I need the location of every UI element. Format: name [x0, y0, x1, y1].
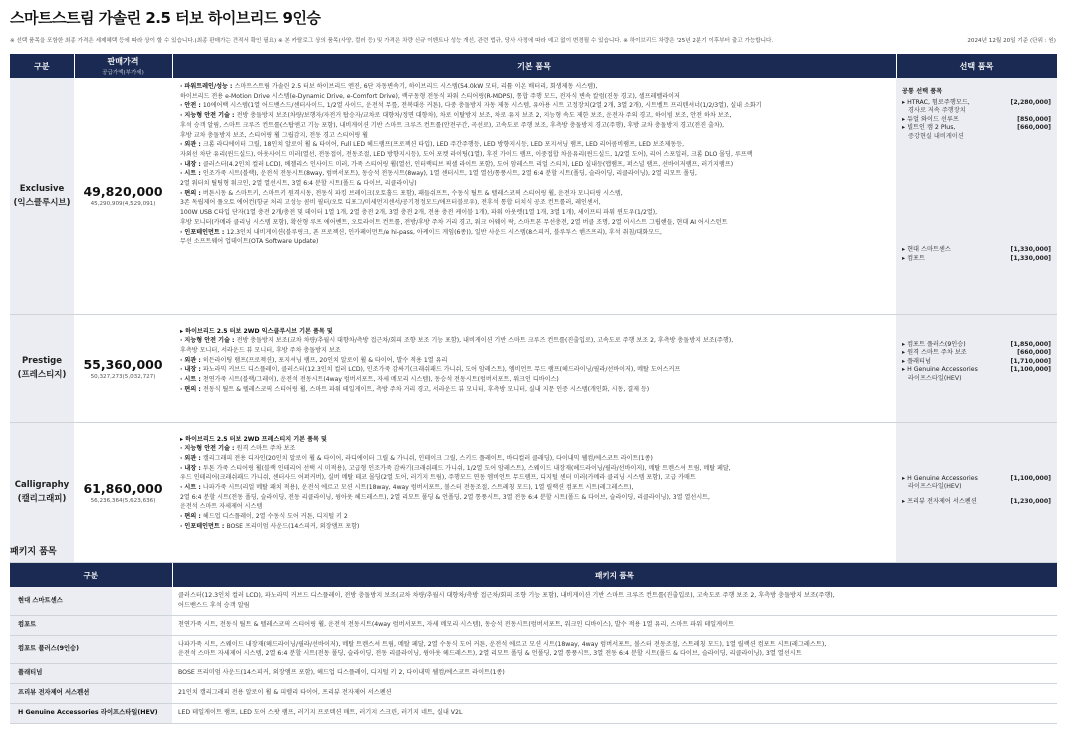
- feature-text: 전방 충돌방지 보조(교차 차량/추월시 대향차/측방 접근차/회피 조향 보조 기능 포함), 내비게이션 기반 스마트 크루즈 컨트롤(진출입로), 고속도로 주행 보조 2, 후측방 충돌방지 보조(주행),: [236, 337, 734, 345]
- feature-heading: · 시트 :: [180, 170, 203, 178]
- trim-price: 61,860,000: [83, 480, 163, 496]
- feature-text: 클러스터(4.2인치 컬러 LCD), 베젤리스 인사이드 미러, 가죽 스티어링 휠(열선, 인터랙티브 픽셀 라이트 포함), 도어 암레스트 리얼 스티치, LED 실내등(맵램프, 퍼스널 램프, 선바이저램프, 러기지램프): [202, 160, 734, 168]
- package-line: 어드밴스드 후석 승객 알림: [178, 601, 250, 609]
- feature-line: [180, 502, 890, 512]
- option-name: ▸ 듀얼 와이드 선루프: [902, 115, 959, 123]
- feature-text: 후측방 모니터, 서라운드 뷰 모니터, 후방 주차 충돌방지 보조: [180, 346, 341, 354]
- feature-text: 스마트스트림 가솔린 2.5 터보 하이브리드 엔진, 6단 자동변속기, 하이브리드 시스템(54.0kW 모터, 리튬 이온 배터리, 회생제동 시스템),: [234, 83, 598, 90]
- trim-price-sub: 50,327,273(5,032,727): [90, 373, 156, 380]
- option-item: [902, 358, 1051, 367]
- feature-line: [180, 111, 890, 121]
- option-price: [850,000]: [1017, 115, 1051, 123]
- feature-line: [180, 346, 890, 356]
- feature-text: 12.3인치 내비게이션(블루링크, 폰 프로젝션, 인카페이먼트/e hi-pass, 아케이드 게임(6종)), 일반 사운드 시스템(8스피커, 블루투스 핸즈프리), 후석 취침/대화모드,: [226, 228, 662, 236]
- package-row: [10, 703, 1057, 723]
- trim-features: [172, 314, 896, 422]
- package-col-items: 패키지 품목: [172, 563, 1057, 587]
- option-name: ▸ 빌트인 캠 2 Plus,: [902, 124, 956, 131]
- option-item: [902, 366, 1051, 375]
- trim-name-ko: (익스클루시브): [13, 197, 71, 208]
- feature-heading: · 파워트레인/성능 :: [180, 83, 235, 90]
- option-price: [1,330,000]: [1010, 254, 1051, 262]
- feature-heading: · 시트 :: [180, 484, 203, 492]
- feature-line: [180, 454, 890, 464]
- trim-name: Calligraphy: [14, 480, 70, 490]
- feature-heading: · 시트 :: [180, 376, 203, 384]
- option-list-2: [902, 246, 1051, 263]
- feature-line: [180, 228, 890, 238]
- option-price: [1,850,000]: [1010, 340, 1051, 348]
- feature-heading: · 편의 :: [180, 513, 203, 521]
- option-desc: 증강현실 내비게이션: [908, 132, 964, 140]
- feature-heading: · 외관 :: [180, 356, 203, 364]
- feature-text: 투톤 가죽 스티어링 휠(블랙 인테리어 선택 시 미적용), 고급형 인조가죽 감싸기(크래쉬패드 가니쉬, 1/2열 도어 암레스트), 스웨이드 내장재(헤드라이닝/필라/선바이저), 메탈 트렌스셔 트림, 메탈 페달,: [202, 464, 731, 472]
- feature-text: 자외선 차단 유리(윈드실드), 아웃사이드 미러(열선, 전동접이, 전동조절, LED 방향지시등), 도어 포켓 라이팅(1열), 후진 가이드 램프, 이중접합 차음유리(윈드실드, 1/2열 도어), 리어 스포일러, 크롬 DLO 몰딩, 루프랙: [180, 150, 753, 158]
- table-header-row: [10, 54, 1057, 78]
- package-line: BOSE 프리미엄 사운드(14스피커, 외장앰프 포함), 헤드업 디스플레이, 디지털 키 2, 다이내믹 웰컴/에스코트 라이트(1종): [178, 669, 505, 677]
- common-options-title: 공통 선택 품목: [902, 88, 943, 95]
- feature-line: [180, 160, 890, 170]
- option-name: ▸ 프리뷰 전자제어 서스펜션: [902, 497, 977, 505]
- package-line: 천연가죽 시트, 전동식 틸트 & 텔레스코픽 스티어링 휠, 운전석 전동시트(4way 럼버서포트, 자세 메모리 시스템), 동승석 전동시트(럼버서포트, 워크인 디바이스), 발수 적용 1열 유리, 스마트 파워 테일게이트: [178, 621, 735, 629]
- trim-price: 55,360,000: [83, 356, 163, 372]
- feature-line: [180, 189, 890, 199]
- feature-line: [180, 179, 890, 189]
- feature-line: [180, 169, 890, 179]
- package-line: 나파가죽 시트, 스웨이드 내장재(헤드라이닝/필라/선바이저), 메탈 트렌스셔 트림, 메탈 페달, 2열 수동식 도어 커튼, 운전석 에르고 모션 시트(18way, 4way 럼버서포트, 볼스터 전동조절, 스트레칭 모드), 1열 릴랙션 컴포트 시트(레그레스트),: [178, 640, 827, 648]
- package-items: [172, 587, 1057, 615]
- col-header-features: 기본 품목: [172, 54, 896, 78]
- option-price: [660,000]: [1017, 349, 1051, 356]
- trim-name-cell: [10, 78, 74, 314]
- feature-line: [180, 198, 890, 208]
- package-rows: [10, 587, 1057, 723]
- option-name: ▸ 원격 스마트 주차 보조: [902, 349, 967, 356]
- feature-text: 하이브리드 전용 e-Motion Drive 시스템(e-Dynamic Drive, e-Comfort Drive), 랙구동형 전동식 파워 스티어링(R-MDPS), 통합 주행 모드, 전자식 변속 칼럼(진동 경고), 셀프레벨라이저: [180, 92, 680, 100]
- trim-row-calligraphy: [10, 422, 1057, 562]
- feature-heading: ▸ 하이브리드 2.5 터보 2WD 익스클루시브 기본 품목 및: [180, 327, 333, 335]
- trim-row-prestige: [10, 314, 1057, 422]
- feature-text: 후방 교차 충돌방지 보조, 스티어링 휠 그립감지, 전동 경고 스티어링 휠: [180, 131, 369, 139]
- feature-line: [180, 218, 890, 228]
- trim-name: Prestige: [21, 356, 63, 366]
- feature-line: [180, 493, 890, 503]
- option-item: [902, 124, 1051, 133]
- package-row: [10, 587, 1057, 615]
- option-price: [1,100,000]: [1010, 366, 1051, 373]
- package-name: 현대 스마트센스: [10, 587, 172, 615]
- col-header-options: 선택 품목: [896, 54, 1057, 78]
- trim-options: [896, 422, 1057, 562]
- trim-options: [896, 314, 1057, 422]
- package-line: LED 테일게이트 램프, LED 도어 스팟 램프, 러기지 프로텍션 매트, 러기지 스크린, 러기지 네트, 실내 V2L: [178, 709, 463, 717]
- feature-text: 버튼시동 & 스마트키, 스마트키 원격시동, 전동식 파킹 브레이크(오토홀드 포함), 패들쉬프트, 수동식 틸트 & 텔레스코픽 스티어링 휠, 운전자 모니터링 시스템,: [202, 189, 623, 197]
- feature-line: [180, 473, 890, 483]
- feature-line: [180, 512, 890, 522]
- option-item: [902, 246, 1051, 255]
- package-row: [10, 663, 1057, 683]
- option-item: [902, 498, 1051, 507]
- package-name: 컴포트 플러스(9인승): [10, 635, 172, 663]
- option-list: [902, 475, 1051, 484]
- trim-price-cell: [74, 314, 172, 422]
- option-name: ▸ 컴포트: [902, 254, 926, 262]
- trim-price-sub: 56,236,364(5,623,636): [90, 497, 156, 504]
- feature-text: 크롬 라디에이터 그릴, 18인치 알로이 휠 & 타이어, Full LED 헤드램프(프로젝션 타입), LED 주간주행등, LED 방향지시등, LED 포지셔닝 램프, LED 리어콤비램프, LED 보조제동등,: [202, 141, 685, 149]
- option-desc: 라이프스타일(HEV): [908, 483, 962, 490]
- feature-line: [180, 522, 890, 532]
- feature-line: [180, 336, 890, 346]
- feature-line: [180, 121, 890, 131]
- feature-text: 2열 워터치 틸팅형 워크인, 2열 열선시트, 3열 6:4 분할 시트(폴드 & 다이브, 리클라이닝): [180, 180, 417, 188]
- feature-line: [180, 101, 890, 111]
- option-price: [1,100,000]: [1010, 474, 1051, 482]
- package-items: [172, 683, 1057, 703]
- package-table: [10, 563, 1058, 724]
- package-name: 플래티넘: [10, 663, 172, 683]
- feature-heading: · 인포테인먼트 :: [180, 228, 227, 236]
- package-name: 컴포트: [10, 615, 172, 635]
- option-price: [1,710,000]: [1010, 357, 1051, 365]
- trim-price: 49,820,000: [83, 184, 163, 200]
- option-name: ▸ H Genuine Accessories: [902, 366, 978, 373]
- option-price: [660,000]: [1017, 124, 1051, 131]
- feature-line: [180, 82, 890, 92]
- feature-heading: · 내장 :: [180, 464, 203, 472]
- feature-text: 우드 인테리어(크래쉬패드 가니쉬, 센터사드 어퍼커버), 실버 메탈 테코 몰딩(2열 도어, 러기지 트림), 주행모드 연동 엠비언트 무드램프, 디지털 센터 미러(카메라 클리닝 시스템 포함), 고급 카매트: [180, 474, 696, 482]
- feature-heading: · 편의 :: [180, 385, 203, 393]
- feature-line: [180, 385, 890, 395]
- feature-line: [180, 150, 890, 160]
- option-name: ▸ 플래티넘: [902, 357, 931, 365]
- trim-price-cell: [74, 78, 172, 314]
- option-list: [902, 341, 1051, 375]
- option-name: ▸ 현대 스마트센스: [902, 246, 951, 253]
- option-list-2: [902, 498, 1051, 507]
- price-header-sub: 공급가액(부가세): [102, 70, 144, 76]
- package-row: [10, 615, 1057, 635]
- price-header-label: 판매가격: [107, 57, 139, 66]
- option-price: [1,330,000]: [1010, 246, 1051, 253]
- feature-text: 인조가죽 시트(블랙), 운전석 전동시트(8way, 럼버서포트), 동승석 전동시트(8way), 1열 센터시트, 1열 열선/통풍시트, 2열 6:4 분할 시트(폴딩, 슬라이딩, 리클라이닝), 2열 리모트 폴딩,: [202, 170, 697, 178]
- feature-heading: · 인포테인먼트 :: [180, 522, 227, 530]
- feature-text: 10에어백 시스템(1열 어드밴스드/센터사이드, 1/2열 사이드, 운전석 무릎, 전복대응 커튼), 다중 충돌방지 자동 제동 시스템, 유아용 시트 고정장치(2열 2개, 3열 2개), 시트벨트 프리텐셔너(1/2/3열), 실내 소화기: [202, 102, 762, 110]
- feature-line: [180, 365, 890, 375]
- feature-heading: · 외관 :: [180, 454, 203, 462]
- option-name: ▸ HTRAC, 험로주행모드,: [902, 98, 970, 106]
- package-name: H Genuine Accessories 라이프스타일(HEV): [10, 703, 172, 723]
- feature-heading: · 내장 :: [180, 366, 203, 374]
- feature-line: [180, 208, 890, 218]
- feature-text: 천연가죽 시트(블랙/그레이), 운전석 전동시트(4way 럼버서포트, 자세 메모리 시스템), 동승석 전동시트(럼버서포트, 워크인 디바이스): [202, 376, 559, 384]
- package-col-category: 구분: [10, 563, 172, 587]
- option-list: [902, 99, 1051, 142]
- feature-line: [180, 237, 890, 247]
- trim-price-cell: [74, 422, 172, 562]
- option-desc: 라이프스타일(HEV): [908, 374, 962, 382]
- option-price: [2,280,000]: [1010, 98, 1051, 106]
- option-name: ▸ H Genuine Accessories: [902, 474, 978, 482]
- feature-line: [180, 327, 890, 337]
- feature-heading: · 편의 :: [180, 189, 203, 197]
- option-desc: 경사로 저속 주행장치: [908, 107, 966, 114]
- feature-line: [180, 483, 890, 493]
- package-items: [172, 663, 1057, 683]
- feature-text: 무선 소프트웨어 업데이트(OTA Software Update): [180, 238, 319, 246]
- package-items: [172, 703, 1057, 723]
- trim-price-table: [10, 54, 1058, 563]
- feature-line: [180, 356, 890, 366]
- feature-heading: · 지능형 안전 기술 :: [180, 337, 237, 345]
- option-item: [902, 349, 1051, 358]
- feature-text: 3존 독립제어 풀오토 에어컨(항균 처리 고성능 콤비 필터/오토 디포그/미세먼지센서/공기청정모드/애프터블로우), 전후석 통합 터치식 공조 컨트롤러, 레인센서,: [180, 199, 601, 207]
- package-header-row: [10, 563, 1057, 587]
- trim-options: [896, 78, 1057, 314]
- trim-name-cell: [10, 314, 74, 422]
- option-item: [902, 116, 1051, 125]
- option-item: [902, 255, 1051, 264]
- package-items: [172, 615, 1057, 635]
- package-name: 프리뷰 전자제어 서스펜션: [10, 683, 172, 703]
- package-row: [10, 635, 1057, 663]
- package-line: 클러스터(12.3인치 컬러 LCD), 파노라믹 커브드 디스플레이, 전방 충돌방지 보조(교차 차량/추월시 대향차/측방 접근차/회피 조향 기능 포함), 내비게이션 기반 스마트 크루즈 컨트롤(진출입로), 고속도로 주행 보조 2, 후측방 충돌방지 보조(주행),: [178, 592, 835, 600]
- trim-name-ko: (프레스티지): [17, 370, 67, 380]
- trim-name: Exclusive: [19, 183, 65, 194]
- option-name: ▸ 컴포트 플러스(9인승): [902, 340, 966, 348]
- feature-line: [180, 140, 890, 150]
- package-items: [172, 635, 1057, 663]
- feature-text: 히든라이팅 램프(프로젝션), 포지셔닝 램프, 20인치 알로이 휠 & 타이어, 발수 적용 1열 유리: [202, 356, 448, 364]
- package-line: 21인치 캘리그래피 전용 알로이 휠 & 피렐리 타이어, 프리뷰 전자제어 서스펜션: [178, 689, 392, 697]
- package-row: [10, 683, 1057, 703]
- option-item: [902, 475, 1051, 484]
- feature-heading: ▸ 하이브리드 2.5 터보 2WD 프레스티지 기본 품목 및: [180, 435, 327, 443]
- feature-heading: · 외관 :: [180, 141, 203, 149]
- feature-text: 헤드업 디스플레이, 2열 수동식 도어 커튼, 디지털 키 2: [202, 513, 348, 521]
- feature-heading: · 지능형 안전 기술 :: [180, 445, 237, 453]
- option-item: [902, 99, 1051, 108]
- feature-text: 원격 스마트 주차 보조: [236, 445, 296, 453]
- feature-heading: · 안전 :: [180, 102, 203, 110]
- feature-line: [180, 435, 890, 445]
- trim-features: [172, 422, 896, 562]
- feature-text: 2열 6:4 분할 시트(전동 폴딩, 슬라이딩, 전동 리클라이닝, 윙아웃 헤드레스트), 2열 리모트 폴딩 & 언폴딩, 2열 통풍시트, 3열 전동 6:4 분할 시트(폴드 & 다이브, 슬라이딩, 리클라이닝), 3열 열선시트,: [180, 493, 710, 501]
- feature-text: 운전석 스마트 자세제어 시스템: [180, 503, 263, 511]
- feature-heading: · 지능형 안전 기술 :: [180, 112, 237, 120]
- feature-text: 100W USB C타입 단자(1열 충전 2개/충전 및 데이터 1열 1개, 2열 충전 2개, 3열 충전 2개, 전용 충전 케이블 1개), 파워 아웃렛(1열 1개, 3열 1개), 세이프티 파워 윈도우(1/2열),: [180, 209, 658, 217]
- feature-line: [180, 464, 890, 474]
- col-header-category: 구분: [10, 54, 74, 78]
- disclaimer-notes: ※ 선택 품목을 포함한 최종 가격은 세제혜택 등에 따라 상이 할 수 있습니다.(최종 판매가는 견적서 확인 필요) ※ 본 카탈로그 상의 품목(사양, 컬러 등) 및 가격은 차량 신규 이벤트나 성능 개선, 관련 법규, 당사 사정에 따라 예고 없이 변경될 수 있습니다. ※ 하이브리드 차량은 '25년 2분기 이후부터 출고 가능합니다.: [10, 38, 774, 44]
- feature-text: 후방 모니터(카메라 클리닝 시스템 포함), 확산형 루프 에어벤트, 오토라이트 컨트롤, 전방/후방 주차 거리 경고, 워크 어웨이 락, 스마트폰 무선충전, 2열 버클 조명, 2열 어시스트 그립핸들, 현대 AI 어시스턴트: [180, 218, 728, 226]
- feature-text: BOSE 프리미엄 사운드(14스피커, 외장앰프 포함): [226, 522, 360, 530]
- option-item: [902, 341, 1051, 350]
- feature-text: 나파가죽 시트(리얼 메탈 패치 적용), 운전석 에르고 모션 시트(18way, 4way 럼버서포트, 볼스터 전동조절, 스트레칭 모드), 1열 릴랙션 컴포트 시트(레그레스트),: [202, 484, 634, 492]
- feature-text: 파노라믹 커브드 디스플레이, 클러스터(12.3인치 컬러 LCD), 인조가죽 감싸기(크래쉬패드 가니쉬, 도어 암레스트), 엠비언트 무드 램프(헤드라이닝/필라/선바이저), 메탈 도어스커프: [202, 366, 681, 374]
- feature-line: [180, 444, 890, 454]
- package-section-title: 패키지 품목: [10, 547, 57, 557]
- col-header-price: [74, 54, 172, 78]
- feature-text: 캘리그래피 전용 디자인(20인치 알로이 휠 & 타이어, 라디에이터 그릴 & 가니쉬, 인테이크 그릴, 스키드 플레이트, 바디컬러 클래딩), 다이내믹 웰컴/에스코트 라이트(1종): [202, 454, 653, 462]
- trim-features: [172, 78, 896, 314]
- reference-date: 2024년 12월 20일 기준 (단위 : 원): [967, 38, 1056, 44]
- trim-name-cell: [10, 422, 74, 562]
- trim-name-ko: (캘리그래피): [17, 494, 67, 504]
- feature-text: 전동식 틸트 & 텔레스코픽 스티어링 휠, 스마트 파워 테일게이트, 측방 주차 거리 경고, 서라운드 뷰 모니터, 후측방 모니터, 실내 지문 인증 시스템(개인화, 시동, 결제 등): [202, 385, 650, 393]
- trim-price-sub: 45,290,909(4,529,091): [90, 201, 156, 208]
- feature-text: 후석 승객 알림, 스마트 크루즈 컨트롤(스탑앤고 기능 포함), 내비게이션 기반 스마트 크루즈 컨트롤(안전구간, 곡선로), 고속도로 주행 보조, 후측방 충돌방지 경고(주행), 후방 교차 충돌방지 경고(전진 출차),: [180, 121, 725, 129]
- feature-line: [180, 131, 890, 141]
- trim-row-exclusive: [10, 78, 1057, 314]
- page-title: 스마트스트림 가솔린 2.5 터보 하이브리드 9인승: [10, 9, 321, 27]
- option-price: [1,230,000]: [1010, 497, 1051, 505]
- feature-line: [180, 92, 890, 102]
- package-line: 운전석 스마트 자세제어 시스템, 2열 6:4 분할 시트(전동 폴딩, 슬라이딩, 전동 리클라이닝, 윙아웃 헤드레스트), 2열 리모트 폴딩 & 언폴딩, 2열 통풍시트, 3열 전동 6:4 분할 시트(폴드 & 다이브, 슬라이딩, 리클라이닝), 3열 열선시트: [178, 650, 802, 657]
- feature-heading: · 내장 :: [180, 160, 203, 168]
- feature-line: [180, 375, 890, 385]
- feature-text: 전방 충돌방지 보조(차량/보행자/자전거 탑승자/교차로 대향차/정면 대향차), 차로 이탈방지 보조, 차로 유지 보조 2, 지능형 속도 제한 보조, 운전자 주의 경고, 하이빔 보조, 안전 하차 보조,: [236, 112, 732, 120]
